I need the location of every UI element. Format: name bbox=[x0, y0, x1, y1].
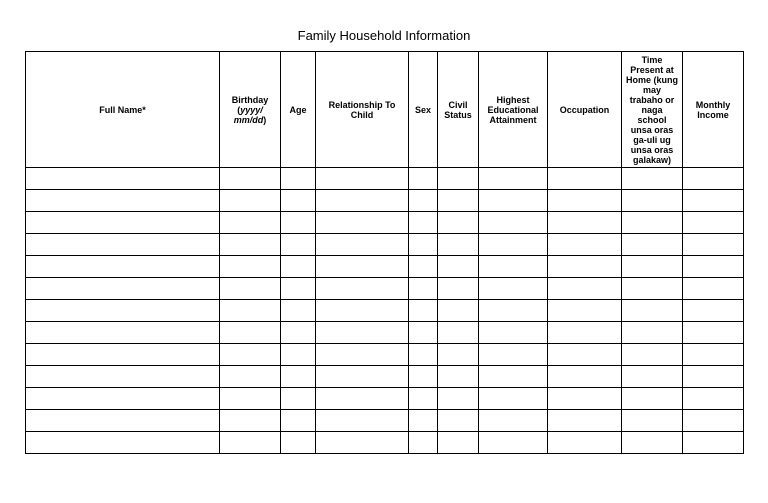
table-cell[interactable] bbox=[220, 212, 281, 234]
table-cell[interactable] bbox=[622, 190, 683, 212]
table-cell[interactable] bbox=[220, 300, 281, 322]
table-cell[interactable] bbox=[316, 300, 409, 322]
table-cell[interactable] bbox=[26, 168, 220, 190]
table-cell[interactable] bbox=[26, 322, 220, 344]
header-monthly-income: Monthly Income bbox=[683, 52, 744, 168]
table-cell[interactable] bbox=[438, 322, 479, 344]
table-cell[interactable] bbox=[438, 300, 479, 322]
table-cell[interactable] bbox=[281, 410, 316, 432]
table-cell[interactable] bbox=[683, 168, 744, 190]
table-cell[interactable] bbox=[281, 300, 316, 322]
header-relationship: Relationship To Child bbox=[316, 52, 409, 168]
table-row bbox=[26, 300, 744, 322]
table-cell[interactable] bbox=[281, 234, 316, 256]
table-cell[interactable] bbox=[622, 300, 683, 322]
table-cell[interactable] bbox=[409, 278, 438, 300]
table-row bbox=[26, 388, 744, 410]
table-cell[interactable] bbox=[281, 366, 316, 388]
table-cell[interactable] bbox=[683, 190, 744, 212]
table-cell[interactable] bbox=[622, 344, 683, 366]
header-occupation: Occupation bbox=[548, 52, 622, 168]
table-cell[interactable] bbox=[548, 256, 622, 278]
table-cell[interactable] bbox=[438, 410, 479, 432]
table-cell[interactable] bbox=[409, 322, 438, 344]
table-cell[interactable] bbox=[622, 278, 683, 300]
table-cell[interactable] bbox=[438, 168, 479, 190]
table-cell[interactable] bbox=[548, 234, 622, 256]
table-cell[interactable] bbox=[26, 190, 220, 212]
table-cell[interactable] bbox=[220, 344, 281, 366]
table-cell[interactable] bbox=[479, 388, 548, 410]
table-cell[interactable] bbox=[409, 168, 438, 190]
table-cell[interactable] bbox=[683, 388, 744, 410]
table-cell[interactable] bbox=[316, 278, 409, 300]
table-cell[interactable] bbox=[683, 322, 744, 344]
birthday-format-year: yyyy/ bbox=[240, 104, 263, 115]
header-education: Highest Educational Attainment bbox=[479, 52, 548, 168]
table-cell[interactable] bbox=[548, 432, 622, 454]
table-cell[interactable] bbox=[26, 366, 220, 388]
table-cell[interactable] bbox=[220, 234, 281, 256]
table-cell[interactable] bbox=[26, 278, 220, 300]
table-row bbox=[26, 212, 744, 234]
table-cell[interactable] bbox=[683, 256, 744, 278]
header-sex: Sex bbox=[409, 52, 438, 168]
table-cell[interactable] bbox=[683, 278, 744, 300]
table-cell[interactable] bbox=[479, 344, 548, 366]
table-cell[interactable] bbox=[548, 278, 622, 300]
table-cell[interactable] bbox=[409, 388, 438, 410]
table-cell[interactable] bbox=[548, 366, 622, 388]
table-cell[interactable] bbox=[26, 388, 220, 410]
table-cell[interactable] bbox=[26, 432, 220, 454]
table-cell[interactable] bbox=[683, 234, 744, 256]
table-cell[interactable] bbox=[683, 432, 744, 454]
table-cell[interactable] bbox=[26, 256, 220, 278]
table-cell[interactable] bbox=[281, 168, 316, 190]
paren-open: ( bbox=[237, 104, 241, 115]
table-cell[interactable] bbox=[409, 344, 438, 366]
table-cell[interactable] bbox=[220, 168, 281, 190]
table-cell[interactable] bbox=[220, 278, 281, 300]
table-cell[interactable] bbox=[409, 300, 438, 322]
table-row bbox=[26, 410, 744, 432]
header-time-present: Time Present at Home (kung may trabaho or naga school unsa oras ga-uli ug unsa oras galakaw) bbox=[622, 52, 683, 168]
table-cell[interactable] bbox=[479, 432, 548, 454]
table-cell[interactable] bbox=[316, 190, 409, 212]
table-body bbox=[26, 168, 744, 454]
table-cell[interactable] bbox=[479, 322, 548, 344]
table-cell[interactable] bbox=[220, 256, 281, 278]
header-row bbox=[26, 52, 744, 168]
table-cell[interactable] bbox=[281, 212, 316, 234]
header-birthday bbox=[220, 52, 281, 168]
table-cell[interactable] bbox=[479, 300, 548, 322]
header-civil-status: Civil Status bbox=[438, 52, 479, 168]
table-cell[interactable] bbox=[409, 234, 438, 256]
table-cell[interactable] bbox=[438, 432, 479, 454]
table-cell[interactable] bbox=[26, 234, 220, 256]
table-cell[interactable] bbox=[281, 278, 316, 300]
table-cell[interactable] bbox=[622, 388, 683, 410]
table-row bbox=[26, 344, 744, 366]
table-cell[interactable] bbox=[622, 212, 683, 234]
table-row bbox=[26, 168, 744, 190]
table-cell[interactable] bbox=[548, 190, 622, 212]
table-cell[interactable] bbox=[409, 212, 438, 234]
table-cell[interactable] bbox=[281, 388, 316, 410]
table-cell[interactable] bbox=[316, 344, 409, 366]
table-cell[interactable] bbox=[479, 366, 548, 388]
table-cell[interactable] bbox=[479, 278, 548, 300]
table-cell[interactable] bbox=[622, 234, 683, 256]
table-cell[interactable] bbox=[683, 410, 744, 432]
table-cell[interactable] bbox=[622, 366, 683, 388]
table-cell[interactable] bbox=[281, 256, 316, 278]
table-cell[interactable] bbox=[409, 366, 438, 388]
table-cell[interactable] bbox=[281, 322, 316, 344]
table-cell[interactable] bbox=[409, 190, 438, 212]
form-title: Family Household Information bbox=[297, 28, 471, 43]
header-age: Age bbox=[281, 52, 316, 168]
table-cell[interactable] bbox=[438, 278, 479, 300]
table-cell[interactable] bbox=[548, 388, 622, 410]
table-cell[interactable] bbox=[316, 366, 409, 388]
table-cell[interactable] bbox=[281, 344, 316, 366]
table-cell[interactable] bbox=[479, 168, 548, 190]
table-cell[interactable] bbox=[316, 322, 409, 344]
table-cell[interactable] bbox=[438, 256, 479, 278]
birthday-format-month-day: mm/dd bbox=[233, 114, 264, 125]
table-cell[interactable] bbox=[281, 432, 316, 454]
table-cell[interactable] bbox=[316, 256, 409, 278]
table-row bbox=[26, 234, 744, 256]
table-cell[interactable] bbox=[316, 212, 409, 234]
table-cell[interactable] bbox=[316, 388, 409, 410]
table-cell[interactable] bbox=[548, 212, 622, 234]
table-row bbox=[26, 190, 744, 212]
table-cell[interactable] bbox=[479, 410, 548, 432]
table-row bbox=[26, 432, 744, 454]
table-cell[interactable] bbox=[438, 190, 479, 212]
table-cell[interactable] bbox=[409, 256, 438, 278]
table-cell[interactable] bbox=[220, 190, 281, 212]
table-cell[interactable] bbox=[548, 300, 622, 322]
table-cell[interactable] bbox=[548, 168, 622, 190]
table-cell[interactable] bbox=[26, 212, 220, 234]
table-cell[interactable] bbox=[438, 212, 479, 234]
table-cell[interactable] bbox=[409, 432, 438, 454]
table-cell[interactable] bbox=[26, 300, 220, 322]
table-cell[interactable] bbox=[316, 234, 409, 256]
table-cell[interactable] bbox=[622, 256, 683, 278]
table-cell[interactable] bbox=[622, 432, 683, 454]
table-cell[interactable] bbox=[26, 344, 220, 366]
table-cell[interactable] bbox=[548, 322, 622, 344]
table-cell[interactable] bbox=[438, 344, 479, 366]
table-cell[interactable] bbox=[220, 410, 281, 432]
table-cell[interactable] bbox=[409, 410, 438, 432]
table-cell[interactable] bbox=[26, 410, 220, 432]
table-cell[interactable] bbox=[479, 212, 548, 234]
table-cell[interactable] bbox=[683, 344, 744, 366]
table-cell[interactable] bbox=[479, 234, 548, 256]
table-cell[interactable] bbox=[438, 388, 479, 410]
table-cell[interactable] bbox=[548, 344, 622, 366]
family-household-table bbox=[25, 51, 744, 454]
table-cell[interactable] bbox=[622, 410, 683, 432]
table-row bbox=[26, 366, 744, 388]
table-row bbox=[26, 256, 744, 278]
table-cell[interactable] bbox=[316, 168, 409, 190]
table-cell[interactable] bbox=[479, 256, 548, 278]
table-cell[interactable] bbox=[220, 322, 281, 344]
table-row bbox=[26, 322, 744, 344]
table-cell[interactable] bbox=[479, 190, 548, 212]
header-birthday-label: Birthday bbox=[231, 94, 269, 105]
table-cell[interactable] bbox=[220, 366, 281, 388]
table-cell[interactable] bbox=[622, 322, 683, 344]
table-cell[interactable] bbox=[622, 168, 683, 190]
table-cell[interactable] bbox=[438, 366, 479, 388]
table-cell[interactable] bbox=[683, 212, 744, 234]
table-cell[interactable] bbox=[683, 300, 744, 322]
table-cell[interactable] bbox=[220, 432, 281, 454]
table-cell[interactable] bbox=[683, 366, 744, 388]
table-row bbox=[26, 278, 744, 300]
table-cell[interactable] bbox=[316, 410, 409, 432]
table-cell[interactable] bbox=[281, 190, 316, 212]
table-cell[interactable] bbox=[438, 234, 479, 256]
header-full-name: Full Name* bbox=[26, 52, 220, 168]
table-cell[interactable] bbox=[548, 410, 622, 432]
table-cell[interactable] bbox=[220, 388, 281, 410]
table-cell[interactable] bbox=[316, 432, 409, 454]
paren-close: ) bbox=[263, 114, 267, 125]
